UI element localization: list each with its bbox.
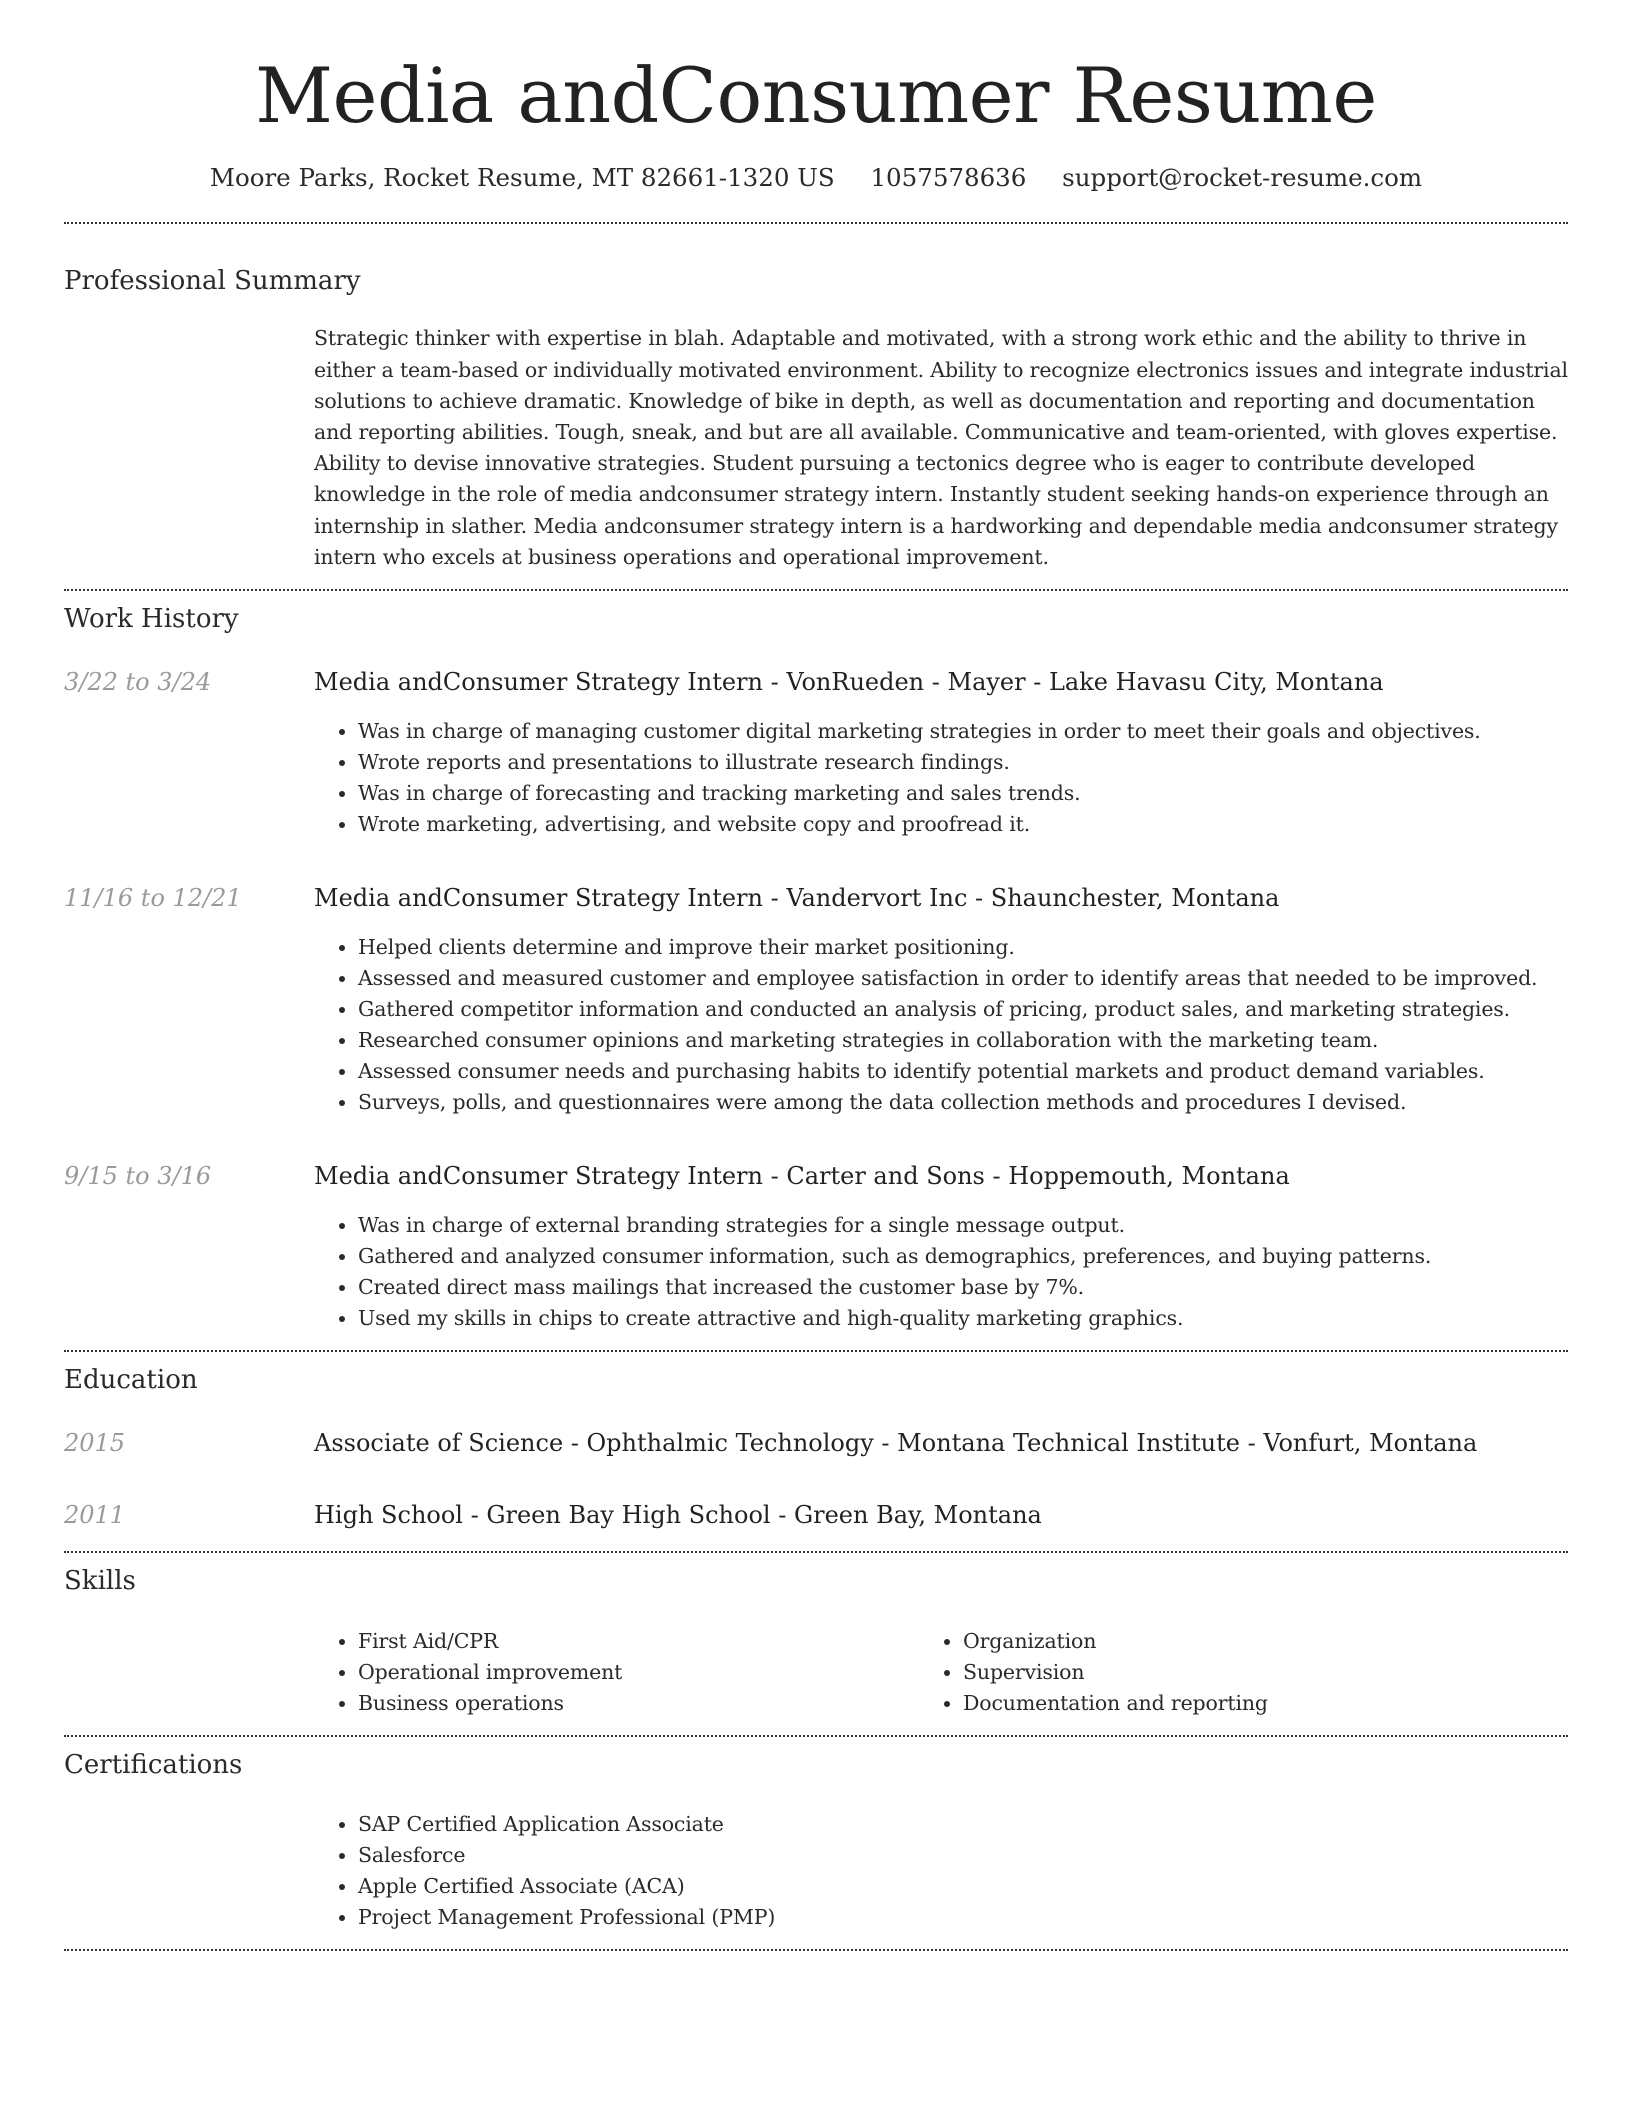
section-title-work: Work History xyxy=(64,604,239,634)
work-history-section xyxy=(64,591,1568,1350)
section-divider xyxy=(64,222,1568,224)
job-bullets xyxy=(314,1210,1568,1334)
contact-line xyxy=(64,163,1568,192)
section-title-skills: Skills xyxy=(64,1566,136,1597)
list-item: • Wrote reports and presentations to illustrate research findings. xyxy=(358,747,1568,778)
job-dates: 3/22 to 3/24 xyxy=(64,668,212,697)
education-year: 2015 xyxy=(64,1429,126,1458)
job-entry xyxy=(64,668,1568,840)
job-title-line xyxy=(314,1162,1290,1190)
list-item: • Operational improvement xyxy=(358,1657,963,1688)
contact-phone: 1057578636 xyxy=(870,163,1027,193)
job-role: Media andConsumer Strategy Intern xyxy=(314,1162,763,1191)
job-title-line xyxy=(314,668,1384,696)
education-line xyxy=(314,1501,1042,1529)
list-item: • Gathered competitor information and conducted an analysis of pricing, product sales, and marketing strategies. xyxy=(358,994,1568,1025)
list-item: • First Aid/CPR xyxy=(358,1626,963,1657)
resume-header xyxy=(64,0,1568,192)
professional-summary-section xyxy=(64,266,1568,573)
skills-list-right xyxy=(963,1626,1568,1719)
job-company-location: - Vandervort Inc - Shaunchester, Montana xyxy=(762,884,1280,913)
job-title-line xyxy=(314,884,1279,912)
list-item: • Helped clients determine and improve their market positioning. xyxy=(358,932,1568,963)
job-dates: 9/15 to 3/16 xyxy=(64,1162,212,1191)
contact-email: support@rocket-resume.com xyxy=(1062,163,1423,193)
education-line xyxy=(314,1429,1477,1457)
education-section xyxy=(64,1352,1568,1551)
certifications-section xyxy=(64,1737,1568,1933)
list-item: • Assessed and measured customer and employee satisfaction in order to identify areas that needed to be improved. xyxy=(358,963,1568,994)
list-item: • Supervision xyxy=(963,1657,1568,1688)
skills-list-left xyxy=(314,1626,963,1719)
list-item: • Apple Certified Associate (ACA) xyxy=(358,1871,1568,1902)
job-role: Media andConsumer Strategy Intern xyxy=(314,668,763,697)
skills-section xyxy=(64,1553,1568,1718)
job-entry xyxy=(64,884,1568,1118)
list-item: • Used my skills in chips to create attractive and high-quality marketing graphics. xyxy=(358,1303,1568,1334)
list-item: • Was in charge of external branding strategies for a single message output. xyxy=(358,1210,1568,1241)
summary-text: Strategic thinker with expertise in blah. Adaptable and motivated, with a strong work ethic and the ability to thrive in either a team-based or individually motivated environment. Ability to recognize electronics issues and integrate industrial solutions to achieve dramatic. Knowledge of bike in depth, as well as documentation and reporting and documentation and reporting abilities. Tough, sneak, and but are all available. Communicative and team-oriented, with gloves expertise. Ability to devise innovative strategies. Student pursuing a tectonics degree who is eager to contribute developed knowledge in the role of media andconsumer strategy intern. Instantly student seeking hands-on experience through an internship in slather. Media andconsumer strategy intern is a hardworking and dependable media andconsumer strategy intern who excels at business operations and operational improvement. xyxy=(314,326,1568,569)
list-item: • Created direct mass mailings that increased the customer base by 7%. xyxy=(358,1272,1568,1303)
skills-columns xyxy=(314,1626,1568,1719)
section-divider xyxy=(64,1949,1568,1951)
job-bullets xyxy=(314,932,1568,1118)
list-item: • Salesforce xyxy=(358,1840,1568,1871)
education-entry xyxy=(64,1501,1568,1529)
certifications-list xyxy=(314,1809,1568,1933)
education-degree: Associate of Science - Ophthalmic Technology xyxy=(314,1429,874,1458)
section-title-certifications: Certifications xyxy=(64,1749,243,1780)
education-entry xyxy=(64,1429,1568,1457)
list-item: • Was in charge of forecasting and tracking marketing and sales trends. xyxy=(358,778,1568,809)
education-school: - Montana Technical Institute - Vonfurt, Montana xyxy=(873,1429,1478,1458)
section-title-education: Education xyxy=(64,1365,198,1396)
list-item: • Surveys, polls, and questionnaires were among the data collection methods and procedures I devised. xyxy=(358,1087,1568,1118)
job-bullets xyxy=(314,716,1568,840)
job-entry xyxy=(64,1162,1568,1334)
job-dates: 11/16 to 12/21 xyxy=(64,884,242,913)
list-item: • Documentation and reporting xyxy=(963,1688,1568,1719)
list-item: • Was in charge of managing customer digital marketing strategies in order to meet their goals and objectives. xyxy=(358,716,1568,747)
job-company-location: - VonRueden - Mayer - Lake Havasu City, Montana xyxy=(762,668,1384,697)
job-role: Media andConsumer Strategy Intern xyxy=(314,884,763,913)
list-item: • Gathered and analyzed consumer information, such as demographics, preferences, and buying patterns. xyxy=(358,1241,1568,1272)
list-item: • Business operations xyxy=(358,1688,963,1719)
education-school: - Green Bay High School - Green Bay, Montana xyxy=(462,1501,1042,1530)
list-item: • Researched consumer opinions and marketing strategies in collaboration with the marketing team. xyxy=(358,1025,1568,1056)
list-item: • Organization xyxy=(963,1626,1568,1657)
list-item: • Wrote marketing, advertising, and website copy and proofread it. xyxy=(358,809,1568,840)
education-year: 2011 xyxy=(64,1501,126,1530)
list-item: • SAP Certified Application Associate xyxy=(358,1809,1568,1840)
education-degree: High School xyxy=(314,1501,463,1530)
contact-address: Moore Parks, Rocket Resume, MT 82661-1320 US xyxy=(209,163,835,193)
section-title-summary: Professional Summary xyxy=(64,266,361,297)
job-company-location: - Carter and Sons - Hoppemouth, Montana xyxy=(762,1162,1290,1191)
list-item: • Assessed consumer needs and purchasing habits to identify potential markets and product demand variables. xyxy=(358,1056,1568,1087)
resume-name: Media andConsumer Resume xyxy=(255,51,1377,140)
list-item: • Project Management Professional (PMP) xyxy=(358,1902,1568,1933)
